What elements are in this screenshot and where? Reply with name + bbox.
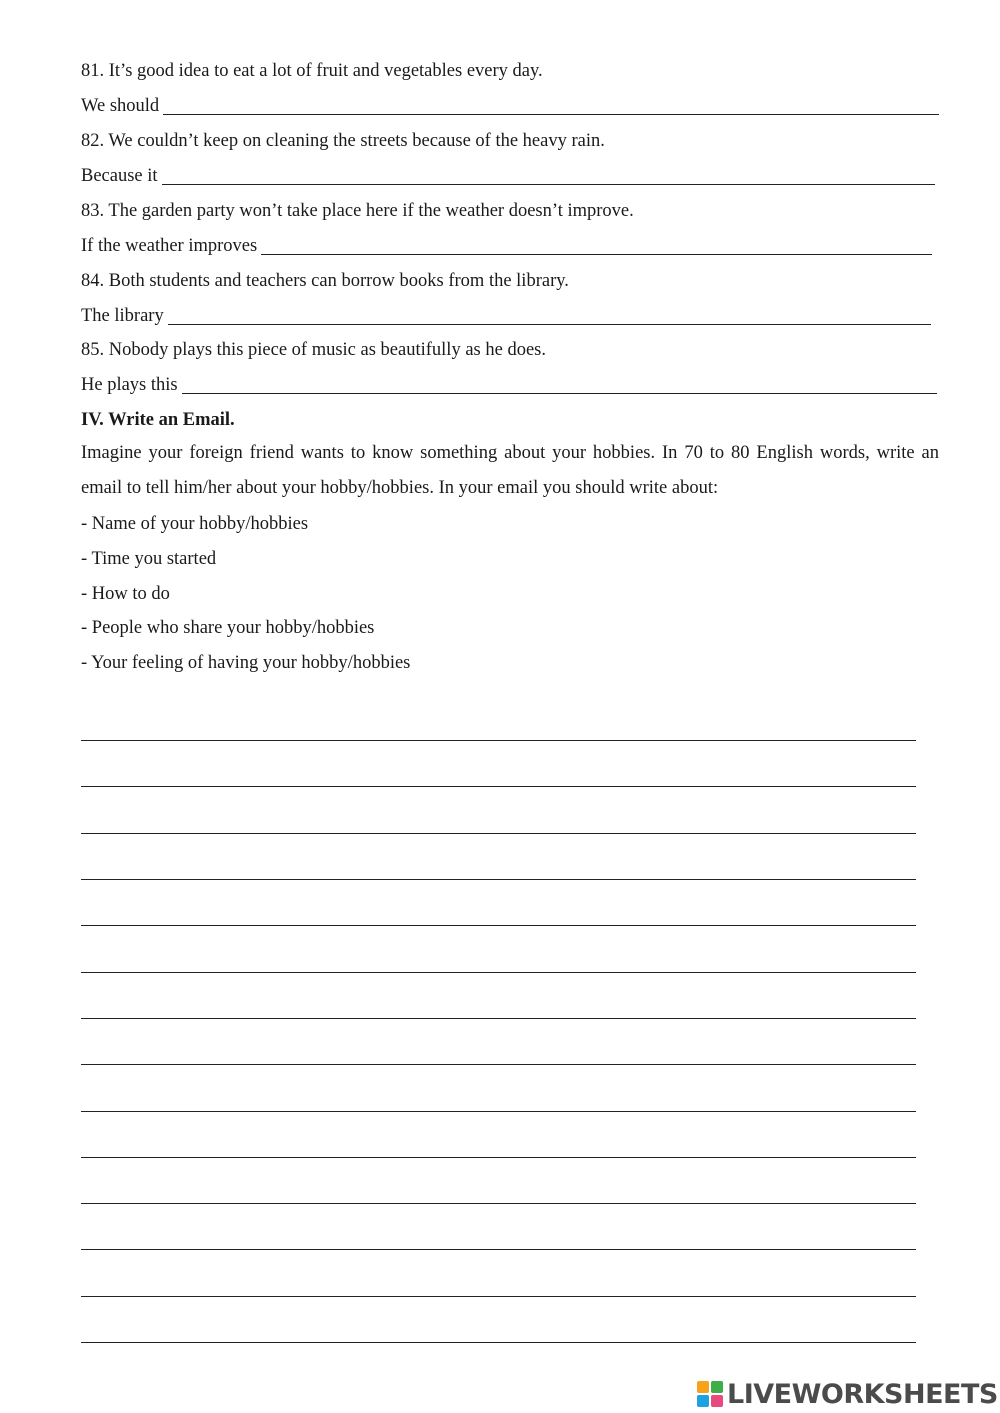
writing-line[interactable] [81, 879, 916, 880]
answer-prefix-83: If the weather improves [81, 236, 258, 256]
answer-prefix-84: The library [81, 306, 164, 326]
writing-line[interactable] [81, 1064, 916, 1065]
bullet-people-share: - People who share your hobby/hobbies [81, 618, 375, 638]
logo-mark-icon [697, 1381, 723, 1407]
writing-line[interactable] [81, 1111, 916, 1112]
writing-line[interactable] [81, 925, 916, 926]
logo-square-icon [711, 1395, 723, 1407]
answer-row-82 [81, 163, 935, 187]
writing-line[interactable] [81, 1296, 916, 1297]
bullet-feeling: - Your feeling of having your hobby/hobbies [81, 653, 411, 673]
logo-text: LIVEWORKSHEETS [727, 1378, 998, 1410]
question-83: 83. The garden party won’t take place here if the weather doesn’t improve. [81, 201, 634, 221]
writing-line[interactable] [81, 833, 916, 834]
answer-blank-82[interactable] [162, 166, 935, 185]
writing-line[interactable] [81, 972, 916, 973]
answer-prefix-81: We should [81, 96, 160, 116]
writing-line[interactable] [81, 1157, 916, 1158]
question-84: 84. Both students and teachers can borrow books from the library. [81, 271, 569, 291]
liveworksheets-logo [697, 1378, 998, 1410]
answer-prefix-82: Because it [81, 166, 158, 186]
writing-line[interactable] [81, 1203, 916, 1204]
bullet-hobby-name: - Name of your hobby/hobbies [81, 514, 309, 534]
answer-prefix-85: He plays this [81, 375, 178, 395]
answer-row-85 [81, 372, 937, 396]
logo-square-icon [697, 1381, 709, 1393]
bullet-how-to-do: - How to do [81, 584, 170, 604]
answer-blank-84[interactable] [168, 306, 931, 325]
logo-square-icon [697, 1395, 709, 1407]
writing-line[interactable] [81, 1342, 916, 1343]
answer-row-81 [81, 93, 939, 117]
answer-row-83 [81, 233, 932, 257]
answer-blank-85[interactable] [182, 375, 937, 394]
bullet-time-started: - Time you started [81, 549, 217, 569]
writing-line[interactable] [81, 1249, 916, 1250]
instructions-paragraph: Imagine your foreign friend wants to know something about your hobbies. In 70 to 80 English words, write an email to tell him/her about your hobby/hobbies. In your email you should write about: [81, 443, 939, 498]
section-heading: IV. Write an Email. [81, 410, 235, 430]
writing-line[interactable] [81, 740, 916, 741]
question-82: 82. We couldn’t keep on cleaning the streets because of the heavy rain. [81, 131, 605, 151]
answer-blank-81[interactable] [163, 96, 939, 115]
answer-row-84 [81, 303, 931, 327]
writing-line[interactable] [81, 786, 916, 787]
question-85: 85. Nobody plays this piece of music as beautifully as he does. [81, 340, 546, 360]
question-81: 81. It’s good idea to eat a lot of fruit and vegetables every day. [81, 61, 543, 81]
logo-square-icon [711, 1381, 723, 1393]
answer-blank-83[interactable] [261, 236, 932, 255]
writing-line[interactable] [81, 1018, 916, 1019]
